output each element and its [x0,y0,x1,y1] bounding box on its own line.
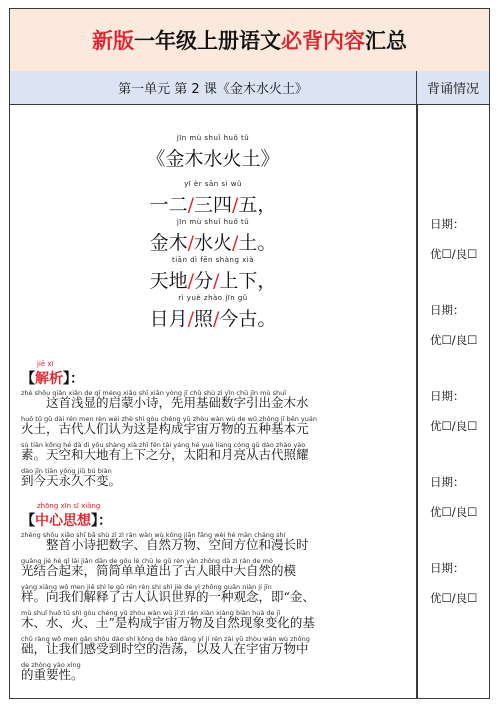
poem-phrase: 三四 [193,194,232,216]
central-line: 样。向我们解释了古人认识世界的一种观念，即“金、 [21,589,315,604]
poem-line [10,304,416,331]
poem-line-pinyin: tiān dì fēn shàng xià [171,256,255,264]
poem-line [10,228,416,255]
content-cell [10,104,416,698]
poem-line-pinyin: rì yuè zhào jīn gǔ [178,294,248,302]
poem-line [10,190,416,217]
title-part-must: 必背内容 [281,29,365,53]
analysis-line: 火土，古代人们认为这是构成宇宙万物的五种基本元 [21,421,309,436]
central-line: 木、水、火、土”是构成宇宙万物及自然现象变化的基 [21,615,315,630]
recite-slot[interactable] [430,388,478,434]
pause-mark: / [187,270,194,292]
poem-phrase: 金木 [149,232,188,254]
pause-mark: / [187,194,194,216]
central-line: 光结合起来，简简单单道出了古人眼中大自然的模 [21,563,297,578]
recite-status[interactable]: 优☐/良☐ [430,333,478,347]
central-pinyin-line: chǔ ràng wǒ men gǎn shòu dào shí kōng de hào dàng yǐ jí rén zài yǔ zhòu wàn wù zhōng [21,635,310,643]
poem-phrase: 上下， [219,270,277,292]
recite-status[interactable]: 优☐/良☐ [430,505,478,519]
recite-header: 背诵情况 [416,71,489,104]
recite-date: 日期： [430,475,465,489]
poem-phrase: 水火 [193,232,232,254]
recite-slot[interactable] [430,474,478,520]
poem-phrase: 照 [193,308,213,330]
worksheet [9,8,490,699]
central-pinyin-line: de zhòng yào xìng [21,661,81,669]
poem-line-pinyin: yī èr sān sì wǔ [184,180,242,188]
recite-slot[interactable] [430,302,478,348]
poem-title-pinyin: jīn mù shuǐ huǒ tǔ [176,134,250,142]
bracket: 】： [63,371,84,387]
analysis-pinyin-line: zhè shǒu qiǎn xiǎn de qǐ méng xiǎo shī xiān yòng jī chǔ shù zì yǐn chū jīn mù shuǐ [21,389,287,397]
recite-slot[interactable] [430,216,478,262]
poem-phrase: 今古。 [219,308,277,330]
pause-mark: / [187,308,194,330]
poem-phrase: 日月 [149,308,188,330]
central-line: 的重要性。 [21,667,84,682]
title-part-new: 新版 [92,29,134,53]
recite-date: 日期： [430,389,465,403]
analysis-pinyin-line: huǒ tǔ gǔ dài rén men rèn wéi zhè shì gòu chéng yǔ zhòu wàn wù de wǔ zhǒng jī běn yuán [21,415,317,423]
analysis-line: 到今天永久不变。 [21,473,122,488]
poem-phrase: 五， [238,194,277,216]
poem-phrase: 分 [193,270,213,292]
central-pinyin: zhōng xīn sī xiǎng [37,502,101,510]
bracket: 【 [21,371,35,387]
title-part-grade: 一年级上册语文 [134,29,281,53]
central-label: 中心思想 [35,513,91,529]
recite-status[interactable]: 优☐/良☐ [430,591,478,605]
pause-mark: / [232,232,239,254]
central-line: 整首小诗把数字、自然万物、空间方位和漫长时 [21,537,309,552]
analysis-pinyin-line: sù tiān kōng hé dà dì yǒu shàng xià zhī fēn tài yáng hé yuè liang cóng gǔ dào zhào yào [21,441,306,449]
recite-date: 日期： [430,303,465,317]
pause-mark: / [213,270,220,292]
recite-date: 日期： [430,561,465,575]
bracket: 【 [21,513,35,529]
poem-phrase: 天地 [149,270,188,292]
recite-status[interactable]: 优☐/良☐ [430,247,478,261]
bracket: 】： [91,513,112,529]
central-pinyin-line: yàng xiàng wǒ men jiě shì le gǔ rén rèn shi shì jiè de yì zhǒng guān niàn jí jīn [21,583,272,591]
analysis-pinyin: jiě xī [37,360,54,368]
recite-status[interactable]: 优☐/良☐ [430,419,478,433]
page-title [10,9,489,72]
lesson-header: 第一单元 第 2 课《金木水火土》 [118,82,308,97]
central-line: 础，让我们感受到时空的浩荡，以及人在宇宙万物中 [21,641,309,656]
pause-mark: / [232,194,239,216]
central-pinyin-line: guāng jié hé qǐ lái jiǎn dān de gōu lè chū le gǔ rén yǎn zhōng dà zì rán de mó [21,557,273,565]
recite-slot[interactable] [430,560,478,606]
table-header [10,71,489,105]
poem-title: 《金木水火土》 [146,148,280,170]
central-pinyin-line: mù shuǐ huǒ tǔ shì gòu chéng yǔ zhòu wàn wù jí zì rán xiàn xiàng biàn huà de jī [21,609,281,617]
poem-phrase: 土。 [238,232,277,254]
pause-mark: / [187,232,194,254]
recite-column [418,104,488,698]
poem-line-pinyin: jīn mù shuǐ huǒ tǔ [176,218,250,226]
analysis-label: 解析 [35,371,63,387]
poem-line [10,266,416,293]
analysis-pinyin-line: dào jīn tiān yǒng jiǔ bú biàn [21,467,112,475]
title-part-summary: 汇总 [365,29,407,53]
analysis-line: 素。天空和大地有上下之分，太阳和月亮从古代照耀 [21,447,309,462]
pause-mark: / [213,308,220,330]
recite-date: 日期： [430,217,465,231]
central-pinyin-line: zhěng shǒu xiǎo shī bǎ shù zì zì rán wàn wù kōng jiān fāng wèi hé màn cháng shí [21,531,286,539]
analysis-line: 这首浅显的启蒙小诗，先用基础数字引出金木水 [21,395,309,410]
poem-phrase: 一二 [149,194,188,216]
